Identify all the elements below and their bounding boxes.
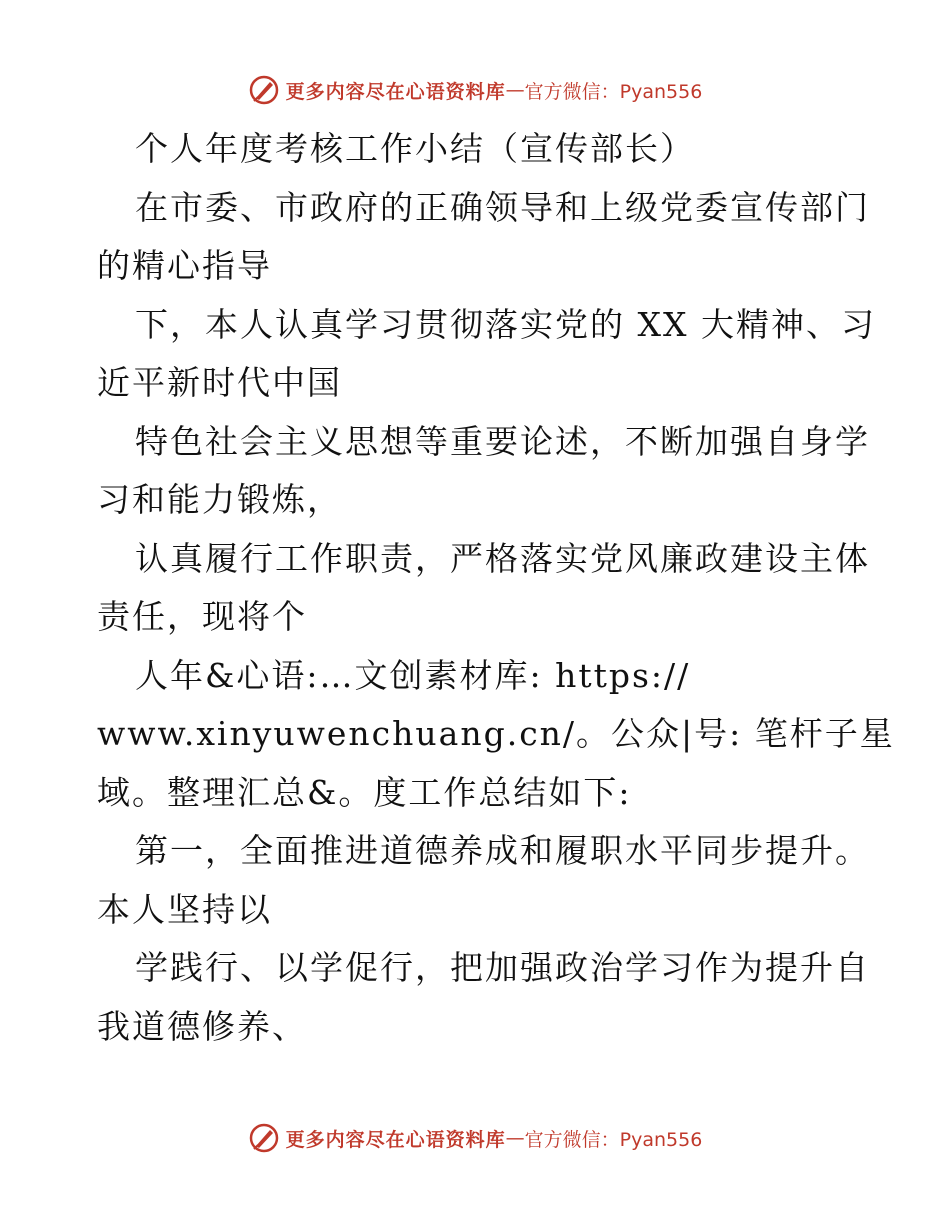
document-line: 第一，全面推进道德养成和履职水平同步提升。 [135, 831, 870, 870]
footer-banner [0, 1118, 950, 1158]
quill-logo-icon [248, 1122, 280, 1154]
document-body [97, 120, 895, 1056]
document-line: 域。整理汇总&。度工作总结如下: [97, 772, 632, 812]
quill-logo-icon [248, 74, 280, 106]
document-line: www.xinyuwenchuang.cn/。公众|号: 笔杆子星 [97, 714, 895, 753]
document-line: 认真履行工作职责，严格落实党风廉政建设主体 [135, 538, 870, 578]
header-banner [0, 70, 950, 110]
document-line: 学践行、以学促行，把加强政治学习作为提升自 [135, 948, 870, 987]
banner-text: 更多内容尽在心语资料库 [285, 80, 506, 103]
banner-separator: — [505, 1127, 525, 1149]
banner-contact: 官方微信：Pyan556 [524, 1128, 703, 1151]
document-line: 个人年度考核工作小结（宣传部长） [135, 129, 695, 168]
document-line: 特色社会主义思想等重要论述，不断加强自身学 [135, 421, 870, 461]
document-line: 责任，现将个 [97, 597, 307, 636]
document-line: 人年&心语:…文创素材库: https:// [135, 655, 691, 695]
document-line: 的精心指导 [97, 246, 272, 285]
document-line: 习和能力锻炼， [97, 480, 342, 519]
banner-text: 更多内容尽在心语资料库 [285, 1128, 506, 1151]
document-line: 在市委、市政府的正确领导和上级党委宣传部门 [135, 187, 870, 227]
document-line: 我道德修养、 [97, 1006, 307, 1046]
document-line: 近平新时代中国 [97, 363, 342, 402]
banner-separator: — [505, 79, 525, 101]
document-line: 本人坚持以 [97, 889, 272, 929]
banner-contact: 官方微信：Pyan556 [524, 80, 703, 103]
document-line: 下，本人认真学习贯彻落实党的 XX 大精神、习 [135, 304, 876, 344]
